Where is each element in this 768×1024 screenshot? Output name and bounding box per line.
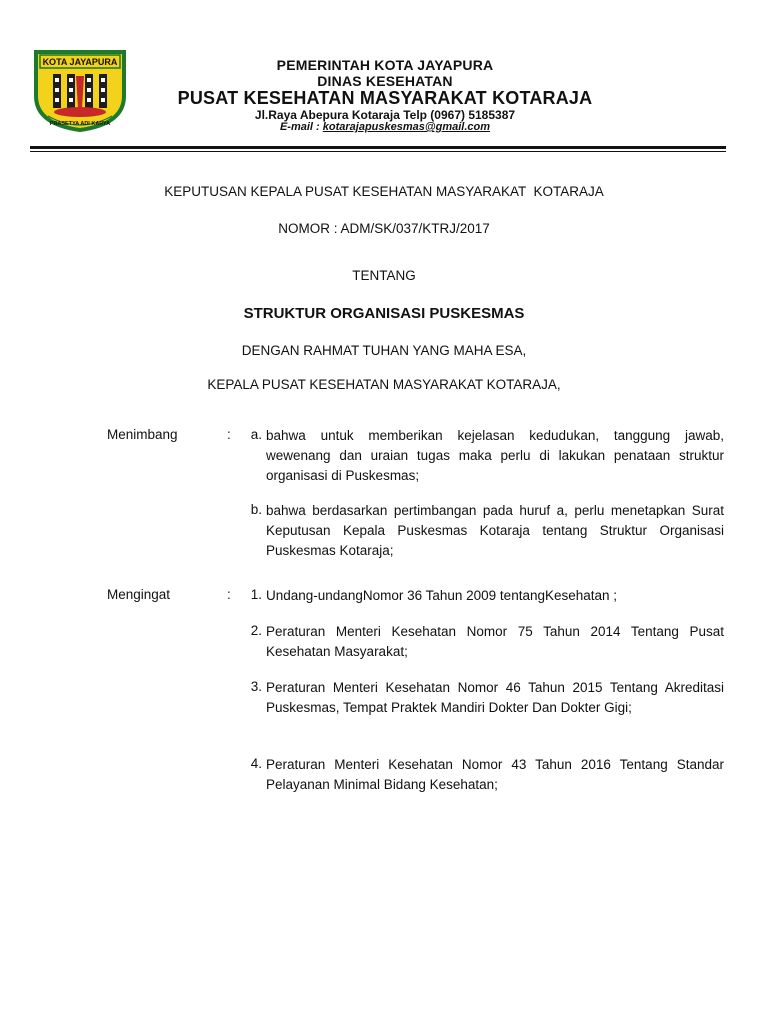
mengingat-marker-3: 3. [250, 679, 262, 694]
mengingat-colon: : [227, 587, 231, 602]
header-divider-thick [30, 146, 726, 149]
menimbang-item-b: bahwa berdasarkan pertimbangan pada huruf a, perlu menetapkan Surat Keputusan Kepala Puskesmas Kotaraja tentang Struktur Organisasi Puskesmas Kotaraja; [266, 503, 724, 558]
decree-subject: STRUKTUR ORGANISASI PUSKESMAS [243, 305, 525, 322]
decree-invocation: DENGAN RAHMAT TUHAN YANG MAHA ESA, [241, 343, 527, 358]
header-institution: PUSAT KESEHATAN MASYARAKAT KOTARAJA [177, 88, 593, 108]
menimbang-marker-b: b. [250, 502, 262, 517]
logo-title-text: KOTA JAYAPURA [42, 57, 118, 67]
header-agency: DINAS KESEHATAN [317, 73, 453, 89]
menimbang-label: Menimbang [107, 427, 178, 442]
decree-number: NOMOR : ADM/SK/037/KTRJ/2017 [278, 221, 490, 236]
kota-jayapura-logo [30, 46, 130, 132]
mengingat-marker-4: 4. [250, 756, 262, 771]
decree-issuer: KEPALA PUSAT KESEHATAN MASYARAKAT KOTARAJA, [207, 377, 561, 392]
mengingat-item-1: Undang-undangNomor 36 Tahun 2009 tentangKesehatan ; [266, 588, 618, 603]
menimbang-marker-a: a. [250, 427, 262, 442]
mengingat-item-3: Peraturan Menteri Kesehatan Nomor 46 Tahun 2015 Tentang Akreditasi Puskesmas, Tempat Praktek Mandiri Dokter Dan Dokter Gigi; [266, 680, 724, 715]
menimbang-colon: : [227, 427, 231, 442]
header-government: PEMERINTAH KOTA JAYAPURA [276, 57, 494, 73]
mengingat-label: Mengingat [107, 587, 171, 602]
email-link[interactable]: kotarajapuskesmas@gmail.com [322, 121, 491, 133]
logo-motto-text: PRASETYA ADI KARYA [49, 121, 111, 127]
email-label: E-mail : [279, 121, 323, 133]
header-email [130, 121, 640, 133]
menimbang-item-a: bahwa untuk memberikan kejelasan kedudukan, tanggung jawab, wewenang dan uraian tugas maka perlu di lakukan penataan struktur organisasi di Puskesmas; [266, 428, 724, 483]
mengingat-marker-1: 1. [250, 587, 262, 602]
header-address: Jl.Raya Abepura Kotaraja Telp (0967) 5185387 [254, 108, 516, 122]
mengingat-item-2: Peraturan Menteri Kesehatan Nomor 75 Tahun 2014 Tentang Pusat Kesehatan Masyarakat; [266, 624, 724, 659]
decree-heading: KEPUTUSAN KEPALA PUSAT KESEHATAN MASYARAKAT KOTARAJA [164, 184, 604, 199]
mengingat-marker-2: 2. [250, 623, 262, 638]
mengingat-item-4: Peraturan Menteri Kesehatan Nomor 43 Tahun 2016 Tentang Standar Pelayanan Minimal Bidang Kesehatan; [266, 757, 724, 792]
header-divider-thin [30, 151, 726, 152]
decree-tentang: TENTANG [352, 268, 416, 283]
